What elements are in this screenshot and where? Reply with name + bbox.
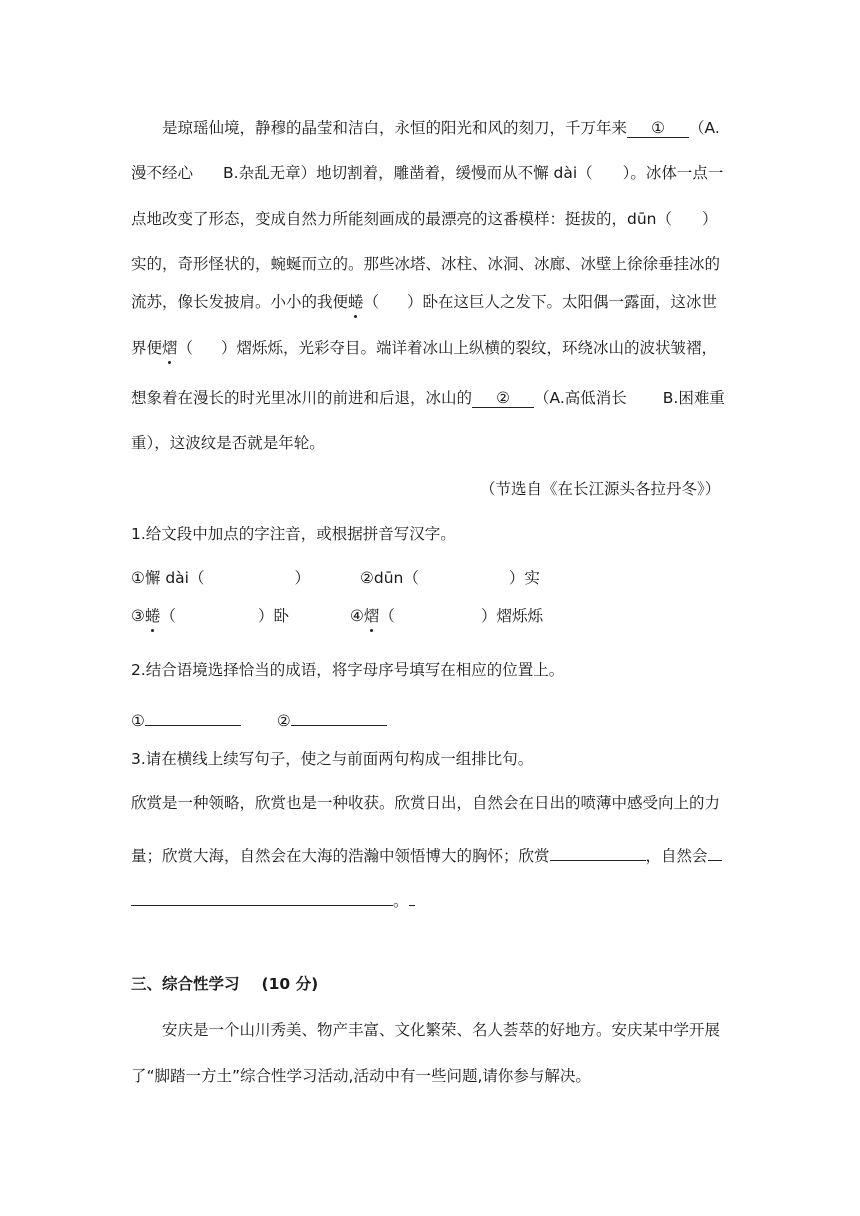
passage-line: 是琼瑶仙境，静穆的晶莹和洁白，永恒的阳光和风的刻刀，千万年来 ① （A. [162,119,720,137]
q2-blank-2[interactable] [291,705,387,726]
passage-line: 界便熠（ ）熠烁烁，光彩夺目。端详着冰山上纵横的裂纹，环绕冰山的波状皱褶， [131,339,718,357]
q3-blank-1[interactable] [550,840,646,861]
passage-line: 漫不经心 B.杂乱无章）地切割着，雕凿着，缓慢而从不懈 dài（ ）。冰体一点一 [131,164,724,182]
q1-answer-4: ④熠（ ）熠烁烁 [350,607,543,625]
passage-line: 点地改变了形态，变成自然力所能刻画成的最漂亮的这番模样：挺拔的，dūn（ ） [131,210,718,228]
dotted-char: 蜷 [144,607,161,625]
q2-answers: ① ② [131,705,387,732]
q2-blank-1[interactable] [145,705,241,726]
section-3-paragraph: 了“脚踏一方土”综合性学习活动,活动中有一些问题,请你参与解决。 [131,1067,591,1085]
q3-line: 量；欣赏大海，自然会在大海的浩瀚中领悟博大的胸怀；欣赏 ，自然会 [131,840,722,867]
q1-answer-2: ②dūn（ ）实 [360,569,540,587]
source-citation: （节选自《在长江源头各拉丹冬》） [480,480,721,498]
q3-line: 。 [131,885,415,912]
q3-blank-2[interactable] [131,885,393,906]
passage-line: 想象着在漫长的时光里冰川的前进和后退，冰山的 ② （A.高低消长 B.困难重 [131,389,725,407]
dotted-char: 熠 [162,339,178,357]
question-1-title: 1.给文段中加点的字注音，或根据拼音写汉字。 [131,525,456,543]
passage-line: 重），这波纹是否就是年轮。 [131,434,325,452]
question-3-title: 3.请在横线上续写句子，使之与前面两句构成一组排比句。 [131,750,534,768]
passage-line: 实的，奇形怪状的，蜿蜒而立的。那些冰塔、冰柱、冰洞、冰廊、冰壁上徐徐垂挂冰的 [131,255,721,273]
dotted-char: 熠 [363,607,380,625]
answer-blank-2[interactable]: ② [472,387,534,408]
section-3-heading: 三、综合性学习 (10 分) [131,975,319,993]
passage-line: 流苏，像长发披肩。小小的我便蜷（ ）卧在这巨人之发下。太阳偶一露面，这冰世 [131,293,718,311]
dotted-char: 蜷 [348,293,364,311]
q1-answer-3: ③蜷（ ）卧 [131,607,289,625]
question-2-title: 2.结合语境选择恰当的成语，将字母序号填写在相应的位置上。 [131,661,565,679]
q3-line: 欣赏是一种领略，欣赏也是一种收获。欣赏日出，自然会在日出的喷薄中感受向上的力 [131,794,721,812]
q3-blank-2-start[interactable] [708,840,722,861]
section-3-paragraph: 安庆是一个山川秀美、物产丰富、文化繁荣、名人荟萃的好地方。安庆某中学开展 [162,1021,721,1039]
q1-answer-1: ①懈 dài（ ） [131,569,310,587]
answer-blank-1[interactable]: ① [627,117,689,138]
